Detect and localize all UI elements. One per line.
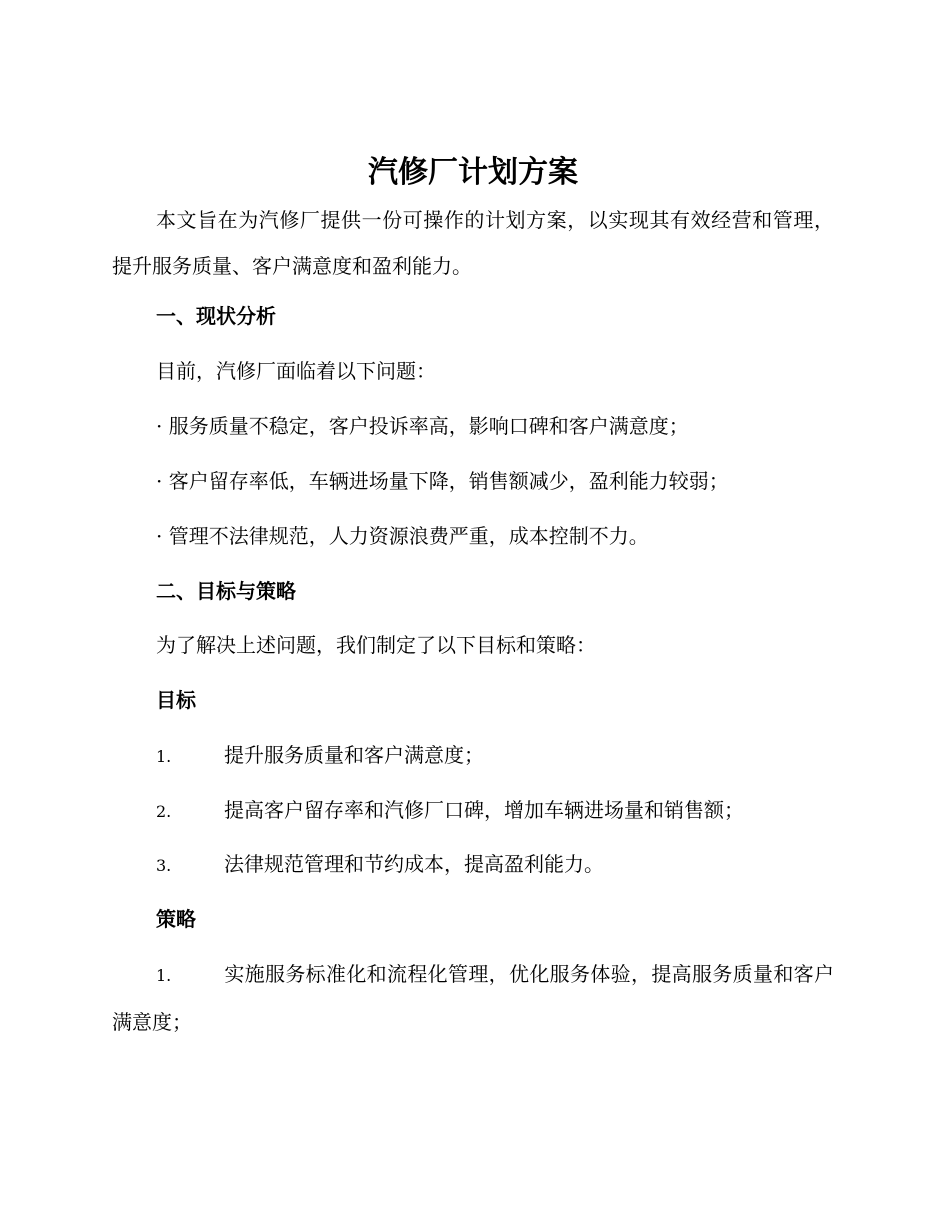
intro-paragraph: 本文旨在为汽修厂提供一份可操作的计划方案，以实现其有效经营和管理，提升服务质量、客户满意度和盈利能力。 xyxy=(112,208,834,278)
goal-text: 提升服务质量和客户满意度； xyxy=(224,743,484,767)
goal-number: 3. xyxy=(156,856,172,875)
bullet-item: · 管理不法律规范，人力资源浪费严重，成本控制不力。 xyxy=(156,524,649,548)
goals-heading: 目标 xyxy=(156,688,196,712)
goal-item xyxy=(156,792,834,830)
section1-heading: 一、现状分析 xyxy=(156,304,276,328)
strategy-number: 1. xyxy=(156,966,172,985)
bullet-item: · 客户留存率低，车辆进场量下降，销售额减少，盈利能力较弱； xyxy=(156,469,729,493)
goal-item xyxy=(156,846,834,884)
goal-text: 法律规范管理和节约成本，提高盈利能力。 xyxy=(224,852,604,876)
section2-heading: 二、目标与策略 xyxy=(156,579,296,603)
strategy-item xyxy=(112,951,834,1045)
goal-text: 提高客户留存率和汽修厂口碑，增加车辆进场量和销售额； xyxy=(224,798,744,822)
document-title: 汽修厂计划方案 xyxy=(368,155,578,190)
goal-number: 2. xyxy=(156,802,172,821)
goal-item xyxy=(156,737,834,775)
section1-lead: 目前，汽修厂面临着以下问题： xyxy=(156,359,436,383)
section2-lead: 为了解决上述问题，我们制定了以下目标和策略： xyxy=(156,633,596,657)
strategy-text: 实施服务标准化和流程化管理，优化服务体验，提高服务质量和客户满意度； xyxy=(112,962,834,1034)
goal-number: 1. xyxy=(156,747,172,766)
strategy-heading: 策略 xyxy=(156,907,196,931)
bullet-item: · 服务质量不稳定，客户投诉率高，影响口碑和客户满意度； xyxy=(156,414,689,438)
